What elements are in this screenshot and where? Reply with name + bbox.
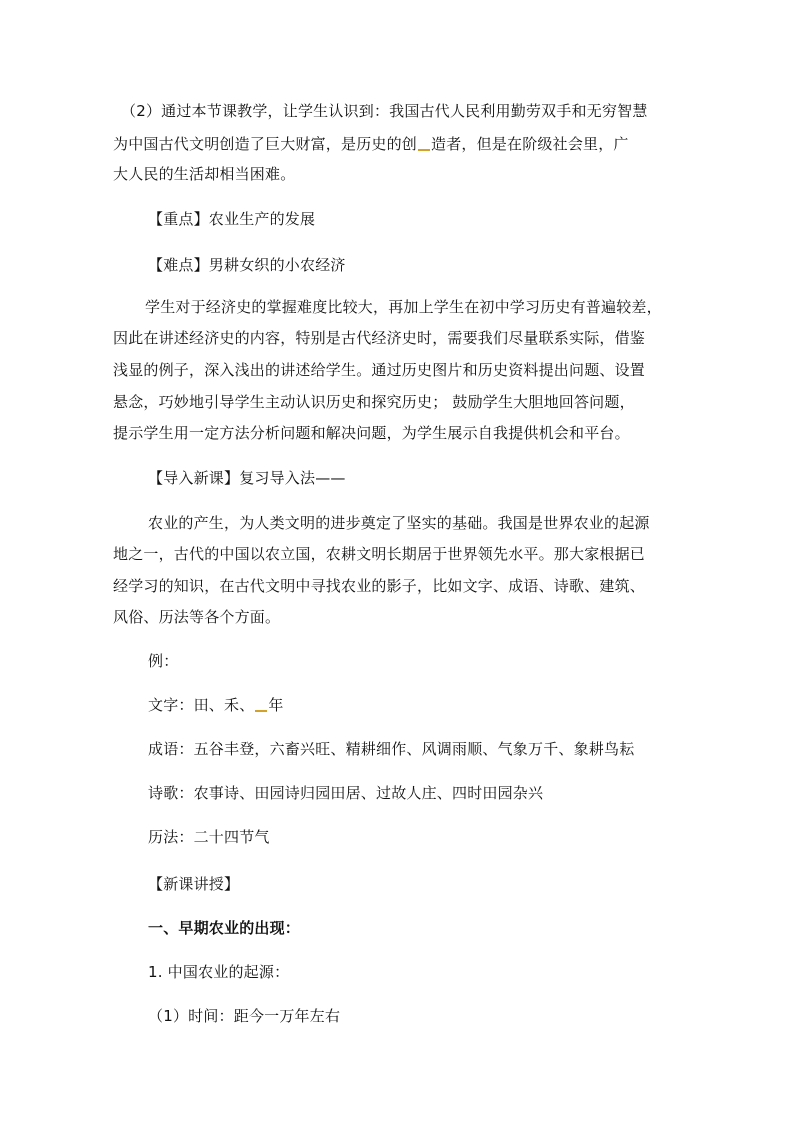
characters-line bbox=[148, 694, 284, 716]
method-line-3: 浅显的例子，深入浅出的讲述给学生。通过历史图片和历史资料提出问题、设置 bbox=[113, 361, 646, 379]
new-lesson-heading: 【新课讲授】 bbox=[148, 875, 240, 893]
agriculture-line-3: 经学习的知识，在古代文明中寻找农业的影子，比如文字、成语、诗歌、建筑、 bbox=[113, 577, 646, 595]
difficult-point: 【难点】男耕女织的小农经济 bbox=[148, 256, 346, 274]
idioms-line: 成语：五谷丰登，六畜兴旺、精耕细作、风调雨顺、气象万千、象耕鸟耘 bbox=[148, 740, 635, 758]
key-point: 【重点】农业生产的发展 bbox=[148, 210, 316, 228]
revision-mark-icon bbox=[254, 699, 268, 713]
sub-item-1: （1）时间：距今一万年左右 bbox=[148, 1007, 341, 1025]
objective-line-2-part-1: 为中国古代文明创造了巨大财富，是历史的创 bbox=[113, 135, 418, 153]
calendar-line: 历法：二十四节气 bbox=[148, 828, 270, 846]
item-heading-1: 1. 中国农业的起源： bbox=[148, 963, 290, 981]
agriculture-line-2: 地之一，古代的中国以农立国，农耕文明长期居于世界领先水平。那大家根据已 bbox=[113, 545, 646, 563]
objective-line-2-part-2: 造者，但是在阶级社会里，广 bbox=[431, 135, 629, 153]
method-line-5: 提示学生用一定方法分析问题和解决问题，为学生展示自我提供机会和平台。 bbox=[113, 424, 630, 442]
agriculture-line-1: 农业的产生，为人类文明的进步奠定了坚实的基础。我国是世界农业的起源 bbox=[148, 514, 650, 532]
objective-line-2 bbox=[113, 133, 629, 155]
objective-line-1: （2）通过本节课教学，让学生认识到：我国古代人民利用勤劳双手和无穷智慧 bbox=[121, 102, 648, 120]
characters-line-part-1: 文字：田、禾、 bbox=[148, 696, 255, 714]
objective-line-3: 大人民的生活却相当困难。 bbox=[113, 165, 296, 183]
characters-line-part-2: 年 bbox=[268, 696, 284, 714]
agriculture-line-4: 风俗、历法等各个方面。 bbox=[113, 608, 281, 626]
example-label: 例： bbox=[148, 652, 179, 670]
section-heading-1: 一、早期农业的出现： bbox=[148, 919, 301, 937]
method-line-2: 因此在讲述经济史的内容，特别是古代经济史时，需要我们尽量联系实际，借鉴 bbox=[113, 329, 646, 347]
method-line-1: 学生对于经济史的掌握难度比较大，再加上学生在初中学习历史有普遍较差， bbox=[145, 298, 662, 316]
method-line-4: 悬念，巧妙地引导学生主动认识历史和探究历史； 鼓励学生大胆地回答问题， bbox=[113, 393, 635, 411]
poems-line: 诗歌：农事诗、田园诗归园田居、过故人庄、四时田园杂兴 bbox=[148, 784, 544, 802]
revision-mark-icon bbox=[417, 138, 431, 152]
lead-in-heading: 【导入新课】复习导入法—— bbox=[148, 469, 346, 487]
